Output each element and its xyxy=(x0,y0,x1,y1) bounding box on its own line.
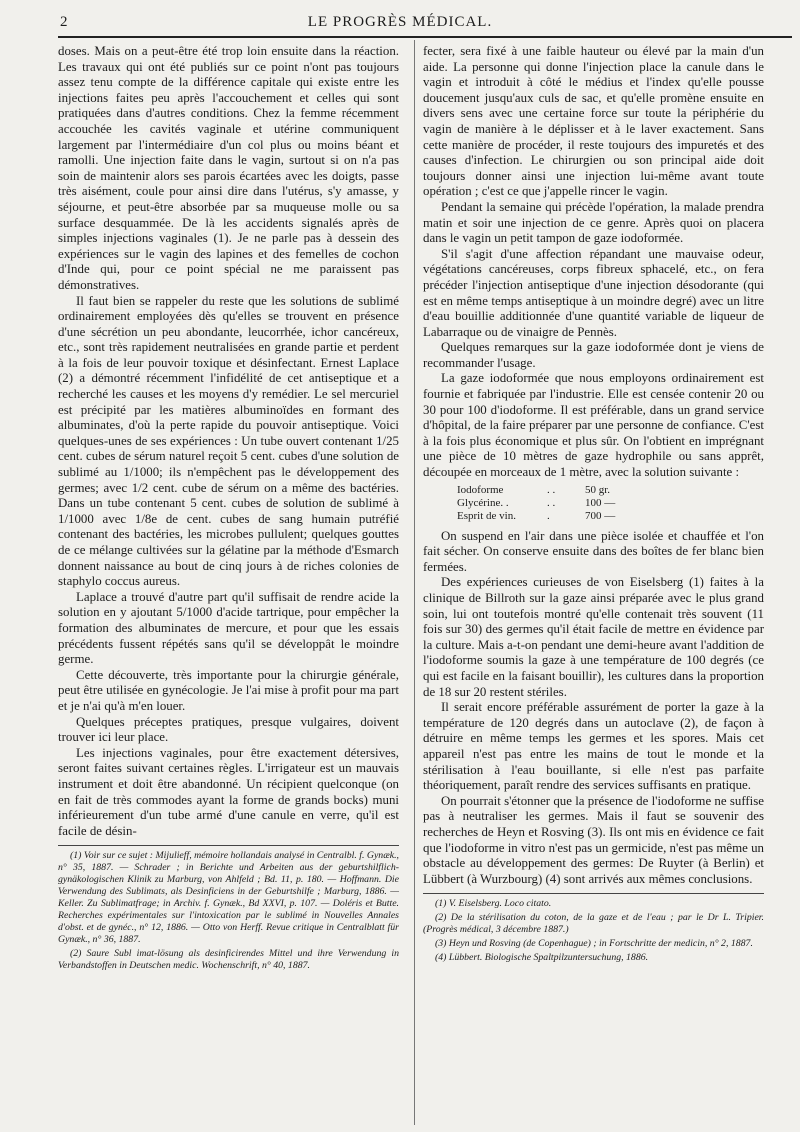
right-paragraph: Des expériences curieuses de von Eiselsberg (1) faites à la clinique de Billroth sur la gaze ainsi préparée avec le plus grand soin, lui ont toutefois montré qu'elle contenait très souvent (11 fois sur 30) des germes qu'il était facile de mettre en évidence par la culture. Mais a-t-on pendant une demi-heure avant l'addition de l'iodoforme soumis la gaze à une température de 100 degrés (ce qui est facile en la faisant bouillir), les cultures dans la proportion de 18 sur 20 restent stériles. xyxy=(423,575,764,699)
right-paragraph: Quelques remarques sur la gaze iodoformée dont je viens de recommander l'usage. xyxy=(423,340,764,370)
recipe-leader-dots: . . xyxy=(547,483,556,496)
recipe-quantity: 700 — xyxy=(585,509,616,522)
footnote: (4) Lübbert. Biologische Spaltpilzuntersuchung, 1886. xyxy=(435,952,649,964)
recipe-ingredient: Glycérine. . xyxy=(457,496,509,509)
left-paragraph: doses. Mais on a peut-être été trop loin ensuite dans la réaction. Les travaux qui ont été publiés sur ce point n'ont pas toujours assez tenu compte de la différence capitale qui existe entre les injections faites peu après l'accouchement et celles qui sont pratiquées dans d'autres conditions. Chez la femme récemment accouchée les cavités vaginale et utérine communiquent largement par l'intermédiaire d'un col plus ou moins béant et ramolli. Une injection faite dans le vagin, surtout si on n'a pas soin de maintenir alors ses parois écartées avec les doigts, passe très aisément, coule pour ainsi dire dans l'utérus, s'y amasse, y séjourne, et peut-être absorbée par sa muqueuse molle ou sa surface desquammée. De là les accidents signalés après de simples injections vaginales (1). Je ne parle pas à dessein des expériences sur le vagin des lapines et des femelles de cochon d'Inde qui, pour ce point spécial ne me paraissent pas démonstratives. xyxy=(58,44,399,292)
right-paragraph: La gaze iodoformée que nous employons ordinairement est fournie et fabriquée par l'industrie. Elle est censée contenir 20 ou 30 pour 100 d'iodoforme. Il est préférable, dans un grand service d'hôpital, de la faire préparer par une personne de confiance. C'est à la fois plus économique et plus sûr. On l'obtient en imprégnant une pièce de 10 mètres de gaze hydrophile ou sans apprêt, découpée en morceaux de 1 mètre, avec la solution suivante : xyxy=(423,371,764,480)
left-paragraph: Laplace a trouvé d'autre part qu'il suffisait de rendre acide la solution en y ajoutant 5/1000 d'acide tartrique, pour empêcher la formation des albuminates de mercure, et pour que les essais précédents fussent répétés sans qu'il se développât le moindre germe. xyxy=(58,589,399,667)
right-footnote-rule xyxy=(423,893,764,894)
footnote: (1) Voir sur ce sujet : Mijulieff, mémoire hollandais analysé in Centralbl. f. Gynæk., n° 35, 1887. — Schrader ; in Berichte und Arbeiten aus der geburtshilflich-gynäkologischen Klinik zu Marburg, von Ahlfeld ; Bd. 11, p. 180. — Hoffmann. Die Verwendung des Sublimats, als Desinficiens in der Geburtshilfe ; Marburg, 1886. — Keller. Zu Sublimatfrage; in Archiv. f. Gynæk., Bd XXVI, p. 107. — Doléris et Butte. Recherches expérimentales sur l'intoxication par le sublimé in Nouvelles Annales d'obst. et de gynéc., n° 12, 1886. — Otto von Herff. Revue critique in Centralblatt für Gynæk., n° 36, 1887. xyxy=(58,850,399,946)
footnote: (1) V. Eiselsberg. Loco citato. xyxy=(435,898,552,910)
right-paragraph: On suspend en l'air dans une pièce isolée et chauffée et l'on fait sécher. On conserve ensuite dans des boîtes de fer blanc bien fermées. xyxy=(423,528,764,574)
column-divider xyxy=(414,40,415,1125)
right-paragraph: Pendant la semaine qui précède l'opération, la malade prendra matin et soir une injection de ce genre. Après quoi on placera dans le vagin un petit tampon de gaze iodoformée. xyxy=(423,199,764,246)
right-paragraph: S'il s'agit d'une affection répandant une mauvaise odeur, végétations cancéreuses, corps fibreux sphacelé, etc., on fera précéder l'injection antiseptique d'une injection désodorante (qui est en même temps antiseptique à un moindre degré) avec un litre d'eau bouillie additionnée d'une quantité variable de liqueur de Labarraque ou de vinaigre de Pennès. xyxy=(423,246,764,339)
right-paragraph: Il serait encore préférable assurément de porter la gaze à la température de 120 degrés dans un autoclave (2), de façon à détruire en même temps les germes et les spores. Mais cet appareil n'est pas entre les mains de tout le monde et la stérilisation à l'eau bouillante, si elle n'est pas parfaite théoriquement, paraît rendre des services suffisants en pratique. xyxy=(423,700,764,793)
right-footnotes xyxy=(423,898,764,964)
left-paragraph: Cette découverte, très importante pour la chirurgie générale, peut être utilisée en gynécologie. Je l'ai mise à profit pour ma part et je n'ai qu'à m'en louer. xyxy=(58,667,399,713)
left-body xyxy=(58,44,399,839)
recipe-row xyxy=(457,510,764,523)
recipe-table xyxy=(457,484,764,523)
right-paragraph: fecter, sera fixé à une faible hauteur ou élevé par la main d'un aide. La personne qui donne l'injection place la canule dans le vagin et introduit à côté le médius et l'index qu'elle pousse doucement jusqu'aux culs de sac, et qu'elle promène ensuite en divers sens avec une certaine force sur toute la périphérie du vagin de manière à le déplisser et à le laver exactement. Sans cette manière de procéder, il reste toujours des impuretés et des causes d'infection. Le chirurgien ou son principal aide doit toujours donner ainsi une injection lui-même avant toute opération ; c'est ce que j'appelle rincer le vagin. xyxy=(423,44,764,199)
footnote: (2) De la stérilisation du coton, de la gaze et de l'eau ; par le Dr L. Tripier. (Progrès médical, 3 décembre 1887.) xyxy=(423,912,764,936)
left-footnotes xyxy=(58,850,399,972)
page-number: 2 xyxy=(60,14,68,30)
footnote: (2) Saure Subl imat-lösung als desinficirendes Mittel und ihre Verwendung in Verbandstoffen in Deutschen medic. Wochenschrift, n° 40, 1887. xyxy=(58,948,399,972)
recipe-row xyxy=(457,497,764,510)
left-paragraph: Il faut bien se rappeler du reste que les solutions de sublimé ordinairement employées dès qu'elles se trouvent en présence d'une sécrétion un peu abondante, leucorrhée, ichor cancéreux, etc., sont très rapidement neutralisées en grande partie et perdent à la fois de leur pouvoir toxique et désinfectant. Ernest Laplace (2) a démontré récemment l'infidélité de cet antiseptique et a recherché les causes et les moyens d'y remédier. Le sel mercuriel est précipité par les matières albuminoïdes en formant des albuminates, d'où la perte rapide du pouvoir antiseptique. Voici quelques-unes de ses expériences : Un tube ouvert contenant 1/25 cent. cubes de sérum naturel reçoit 5 cent. cubes d'une solution de sublimé au 1/1000; ils n'empêchent pas le développement des germes; avec 1/2 cent. cube de sérum on a même des bactéries. Dans un tube contenant 5 cent. cubes de solution de sublimé à 1/1000 avec 1/8e de cent. cubes de sang humain putréfié contenant des bactéries, les microbes pullulent; quelques gouttes de ce mélange cultivées sur la gélatine par la méthode d'Esmarch donnent naissance au bout de cinq jours à de riches colonies de staphylo coccus aureus. xyxy=(58,293,399,589)
recipe-ingredient: Esprit de vin. xyxy=(457,509,516,522)
recipe-ingredient: Iodoforme xyxy=(457,483,504,496)
recipe-leader-dots: . xyxy=(547,509,550,522)
right-paragraph: On pourrait s'étonner que la présence de l'iodoforme ne suffise pas à neutraliser les germes. Mais il faut se souvenir des recherches de Heyn et Rosving (3). Ils ont mis en évidence ce fait que l'iodoforme in vitro n'est pas un germicide, n'est pas même un obstacle au développement des germes: De Ruyter (à Berlin) et Lübbert (à Wurzbourg) (4) sont arrivés aux mêmes conclusions. xyxy=(423,793,764,886)
right-column xyxy=(423,44,764,966)
right-body xyxy=(423,44,764,887)
recipe-quantity: 50 gr. xyxy=(585,483,611,496)
recipe-quantity: 100 — xyxy=(585,496,616,509)
recipe-leader-dots: . . xyxy=(547,496,556,509)
running-title: LE PROGRÈS MÉDICAL. xyxy=(307,14,493,30)
header-rule xyxy=(58,36,792,38)
left-footnote-rule xyxy=(58,845,399,846)
left-column xyxy=(58,44,399,974)
left-paragraph: Les injections vaginales, pour être exactement détersives, seront faites suivant certaines règles. L'irrigateur est un mauvais instrument et doit être abandonné. Un récipient quelconque (on en fait de très commodes ayant la forme de grands bocks) muni inférieurement d'un tube armé d'une canule en verre, qu'il est facile de désin- xyxy=(58,745,399,838)
footnote: (3) Heyn und Rosving (de Copenhague) ; in Fortschritte der medicin, n° 2, 1887. xyxy=(435,938,753,950)
left-paragraph: Quelques préceptes pratiques, presque vulgaires, doivent trouver ici leur place. xyxy=(58,714,399,745)
recipe-row xyxy=(457,484,764,497)
